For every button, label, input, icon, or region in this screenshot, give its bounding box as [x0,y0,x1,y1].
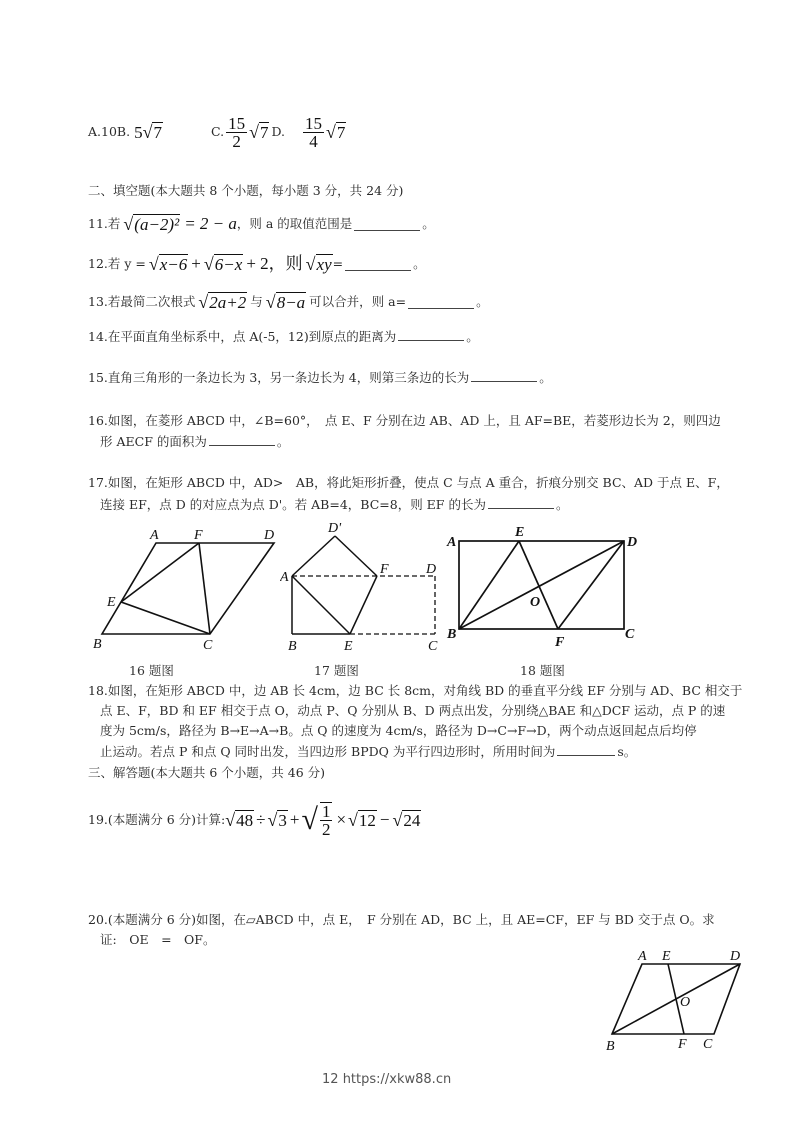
figure-16-rhombus [90,522,280,652]
q14-answer-blank[interactable] [398,328,464,341]
question-18-line-2: 点 E、F，BD 和 EF 相交于点 O，动点 P、Q 分别从 B、D 两点出发，分别绕△BAE 和△DCF 运动，点 P 的速 [100,703,726,718]
question-17-line-2: 连接 EF，点 D 的对应点为点 D'。若 AB=4，BC=8，则 EF 的长为 。 [100,497,569,512]
svg-text:F: F [380,562,389,577]
svg-text:D': D' [328,521,342,536]
svg-text:F: F [194,528,203,543]
svg-text:D: D [730,949,741,964]
svg-text:C: C [428,639,438,653]
question-18-line-4: 止运动。若点 P 和点 Q 同时出发，当四边形 BPDQ 为平行四边形时，所用时间为 s。 [100,744,637,759]
svg-text:E: E [107,595,116,610]
question-20-line-1: 20.(本题满分 6 分)如图，在▱ABCD 中，点 E， F 分别在 AD，BC 上，且 AE=CF，EF 与 BD 交于点 O。求 [88,912,715,927]
svg-text:F: F [678,1037,687,1052]
q16-answer-blank[interactable] [209,433,275,446]
figure-20-parallelogram [600,944,750,1054]
svg-text:A: A [280,570,289,585]
svg-text:B: B [93,637,102,652]
page-number: 12 [322,1072,339,1087]
q17-answer-blank[interactable] [488,496,554,509]
question-19: 19.(本题满分 6 分)计算: √48 ÷ √3 + √ $\frac{1}{2}$ × √12 − √24 [88,802,421,839]
svg-text:D: D [426,562,437,577]
question-17-line-1: 17.如图，在矩形 ABCD 中，AD> AB，将此矩形折叠，使点 C 与点 A 重合，折痕分别交 BC、AD 于点 E、F， [88,475,729,490]
svg-text:O: O [530,595,541,610]
svg-text:E: E [515,526,525,540]
question-16-line-1: 16.如图，在菱形 ABCD 中，∠B=60°， 点 E、F 分别在边 AB、AD 上，且 AF=BE，若菱形边长为 2，则四边 [88,413,721,428]
figure-17-folded-rectangle [280,518,445,653]
option-b-value: 5√7 [134,121,162,142]
svg-text:B: B [447,627,457,642]
option-d-root: √7 [326,121,346,142]
svg-text:D: D [264,528,275,543]
q12-answer-blank[interactable] [345,258,411,271]
svg-text:E: E [662,949,671,964]
svg-text:C: C [625,627,635,642]
question-13: 13. 若最简二次根式 √2a+2 与 √8−a 可以合并，则 a= 。 [88,291,489,312]
option-c-fraction: $\frac{15}{2}$ [228,113,246,151]
q11-answer-blank[interactable] [354,218,420,231]
section-3-title: 三、解答题(本大题共 6 个小题，共 46 分) [88,765,326,780]
svg-text:A: A [150,528,159,543]
svg-text:B: B [288,639,297,653]
svg-text:B: B [606,1039,615,1054]
svg-text:A: A [447,535,457,550]
option-a: A.10 [88,124,117,139]
option-d-label: D. [271,124,286,139]
question-12: 12. 若 y = √x−6 + √6−x + 2，则 √xy = 。 [88,253,426,274]
option-b-label: B. [116,124,131,139]
svg-text:C: C [203,638,213,652]
question-18-line-1: 18.如图，在矩形 ABCD 中，边 AB 长 4cm，边 BC 长 8cm，对角线 BD 的垂直平分线 EF 分别与 AD、BC 相交于 [88,683,743,698]
svg-text:F: F [555,635,565,650]
question-15: 15.直角三角形的一条边长为 3，另一条边长为 4，则第三条边的长为 。 [88,370,552,385]
question-14: 14.在平面直角坐标系中，点 A(-5，12)到原点的距离为 。 [88,329,479,344]
svg-text:O: O [680,995,691,1010]
question-18-line-3: 度为 5cm/s，路径为 B→E→A→B。点 Q 的速度为 4cm/s，路径为 D→C→F→D，两个动点返回起点后均停 [100,723,697,738]
svg-text:C: C [703,1037,713,1052]
figure-18-rectangle [444,526,644,651]
section-2-title: 二、填空题(本大题共 8 个小题，每小题 3 分，共 24 分) [88,183,404,198]
question-20-line-2: 证: OE = OF。 [100,932,216,947]
svg-text:A: A [638,949,647,964]
option-c-label: C. [210,124,225,139]
q13-answer-blank[interactable] [408,296,474,309]
q11-radical: √(a−2)² [123,213,180,234]
q15-answer-blank[interactable] [471,369,537,382]
figure-17-caption: 17 题图 [314,663,359,678]
svg-text:D: D [627,535,638,550]
option-c-root: √7 [249,121,269,142]
option-d-fraction: $\frac{15}{4}$ [305,113,323,151]
figure-18-caption: 18 题图 [520,663,565,678]
q18-answer-blank[interactable] [557,743,615,756]
q10-options [88,114,346,150]
question-11: 11. 若 √(a−2)² = 2 − a ，则 a 的取值范围是 。 [88,213,435,234]
page-footer [322,1072,451,1087]
question-16-line-2: 形 AECF 的面积为 。 [100,434,290,449]
footer-url[interactable]: https://xkw88.cn [342,1072,452,1087]
figure-16-caption: 16 题图 [129,663,174,678]
svg-text:E: E [344,639,353,653]
